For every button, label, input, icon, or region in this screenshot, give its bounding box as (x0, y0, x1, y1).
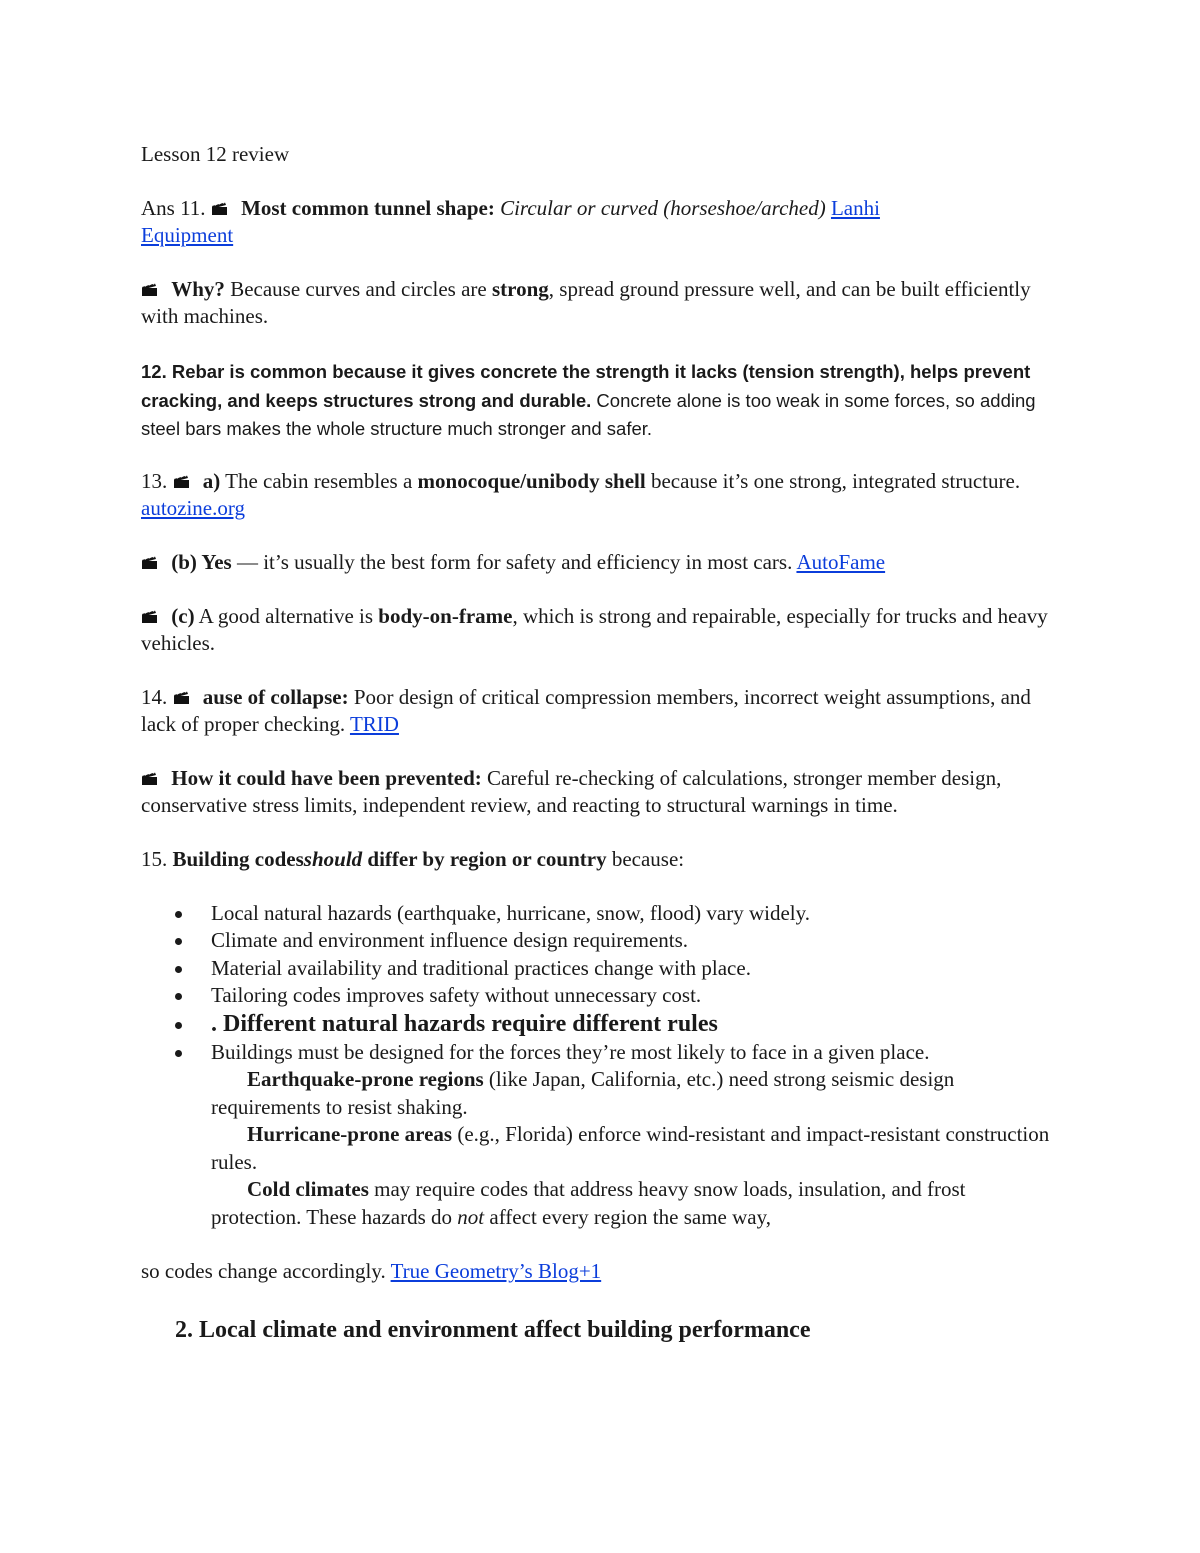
clapperboard-icon (211, 202, 228, 216)
answer-14-prevent (141, 765, 1061, 819)
why-label: Why? (171, 277, 225, 301)
answer-14-cause (141, 684, 1061, 738)
answer-bold: Building codes (172, 846, 304, 871)
answer-text: — it’s usually the best form for safety and efficiency in most cars. (231, 549, 797, 574)
clapperboard-icon (173, 475, 190, 489)
source-link-true-geometry[interactable]: True Geometry’s Blog+1 (390, 1259, 602, 1283)
answer-label: ause of collapse: (202, 684, 349, 709)
answer-label: Most common tunnel shape: (241, 196, 495, 220)
clapperboard-icon (141, 556, 158, 570)
sub-item-earthquake (141, 1066, 1061, 1121)
clapperboard-icon (141, 610, 158, 624)
answer-label: (b) Yes (171, 549, 232, 574)
source-link-trid[interactable]: TRID (349, 711, 399, 736)
answer-text: because: (606, 846, 685, 871)
sub-item-cold (141, 1176, 1061, 1231)
list-item (141, 982, 1061, 1010)
clapperboard-icon (141, 772, 158, 786)
answer-text: A good alternative is (194, 603, 379, 628)
clapperboard-icon (141, 283, 158, 297)
answer-11 (141, 195, 1061, 249)
list-item-text: Buildings must be designed for the forces they’re most likely to face in a given place. (211, 1039, 930, 1064)
why-text-2: , spread ground pressure well, and can be built efficiently with machines. (141, 277, 1031, 328)
answer-13b (141, 549, 1061, 576)
bullet-icon (175, 1022, 182, 1029)
list-item-text: . Different natural hazards require different rules (211, 1010, 718, 1037)
answer-number: 13. (141, 468, 173, 493)
sub-item-text: (e.g., Florida) enforce wind-resistant and impact-resistant construction rules. (211, 1122, 1050, 1174)
answer-number: Ans 11. (141, 196, 211, 220)
answer-text-2: because it’s one strong, integrated structure. (645, 468, 1021, 493)
bullet-icon (175, 911, 182, 918)
sub-item-text-2: affect every region the same way, (484, 1204, 771, 1229)
source-link-autozine[interactable]: autozine.org (141, 495, 245, 520)
list-item (141, 927, 1061, 955)
list-item (141, 955, 1061, 983)
clapperboard-icon (173, 691, 190, 705)
answer-text: Careful re-checking of calculations, stronger member design, conservative stress limits, independent review, and reacting to structural warnings in time. (141, 765, 1002, 817)
list-item (141, 900, 1061, 928)
answer-text: The cabin resembles a (220, 468, 418, 493)
answer-12-bold: 12. Rebar is common because it gives concrete the strength it lacks (tension strength), helps prevent cracking, and keeps structures strong and durable. (141, 361, 1031, 411)
answer-13a (141, 468, 1061, 522)
closing-text: so codes change accordingly. (141, 1259, 391, 1283)
document-content (141, 141, 1061, 1345)
bullet-list (141, 900, 1061, 1067)
answer-number: 15. (141, 846, 173, 871)
answer-11-why (141, 276, 1061, 330)
answer-13c (141, 603, 1061, 657)
source-link-equipment[interactable]: Equipment (141, 223, 234, 247)
document-title: Lesson 12 review (141, 142, 290, 166)
bullet-icon (175, 966, 182, 973)
answer-text-2: , which is strong and repairable, especially for trucks and heavy vehicles. (141, 603, 1048, 655)
sub-item-text: may require codes that address heavy snow loads, insulation, and frost protection. These hazards do (211, 1177, 966, 1229)
list-item-text: Local natural hazards (earthquake, hurricane, snow, flood) vary widely. (211, 900, 811, 925)
answer-text: Poor design of critical compression members, incorrect weight assumptions, and lack of proper checking. (141, 684, 1031, 736)
list-item (141, 1039, 1061, 1067)
list-item-text: Material availability and traditional practices change with place. (211, 955, 751, 980)
why-bold: strong (491, 277, 549, 301)
answer-label: (c) (171, 603, 195, 628)
closing-line (141, 1258, 1061, 1285)
answer-bold: monocoque/unibody shell (417, 468, 646, 493)
list-item-text: Climate and environment influence design requirements. (211, 928, 689, 952)
answer-15 (141, 846, 1061, 873)
list-item (141, 1010, 1061, 1039)
sub-item-bold: Cold climates (247, 1177, 369, 1201)
answer-label: How it could have been prevented: (171, 765, 482, 790)
sub-item-italic: not (457, 1204, 485, 1229)
list-item-text: Tailoring codes improves safety without unnecessary cost. (211, 983, 702, 1007)
answer-number: 14. (141, 684, 173, 709)
source-link-autofame[interactable]: AutoFame (796, 549, 886, 574)
sub-item-hurricane (141, 1121, 1061, 1176)
why-text: Because curves and circles are (224, 277, 492, 301)
answer-text: Circular or curved (horseshoe/arched) (500, 196, 826, 220)
sub-item-bold: Earthquake-prone regions (247, 1067, 484, 1091)
answer-bold-2: differ by region or country (362, 846, 607, 871)
bullet-icon (175, 993, 182, 1000)
section-heading: 2. Local climate and environment affect building performance (175, 1317, 811, 1343)
answer-12 (141, 358, 1061, 444)
source-link-lanhi[interactable]: Lanhi (830, 196, 880, 220)
bullet-icon (175, 1050, 182, 1057)
answer-bold-italic: should (303, 846, 363, 871)
answer-12-text: Concrete alone is too weak in some forces, so adding steel bars makes the whole structure much stronger and safer. (141, 389, 1036, 439)
answer-label: a) (202, 468, 221, 493)
sub-item-bold: Hurricane-prone areas (247, 1122, 453, 1146)
bullet-icon (175, 938, 182, 945)
sub-item-text: (like Japan, California, etc.) need strong seismic design requirements to resist shaking. (211, 1067, 955, 1119)
answer-bold: body-on-frame (378, 603, 513, 628)
